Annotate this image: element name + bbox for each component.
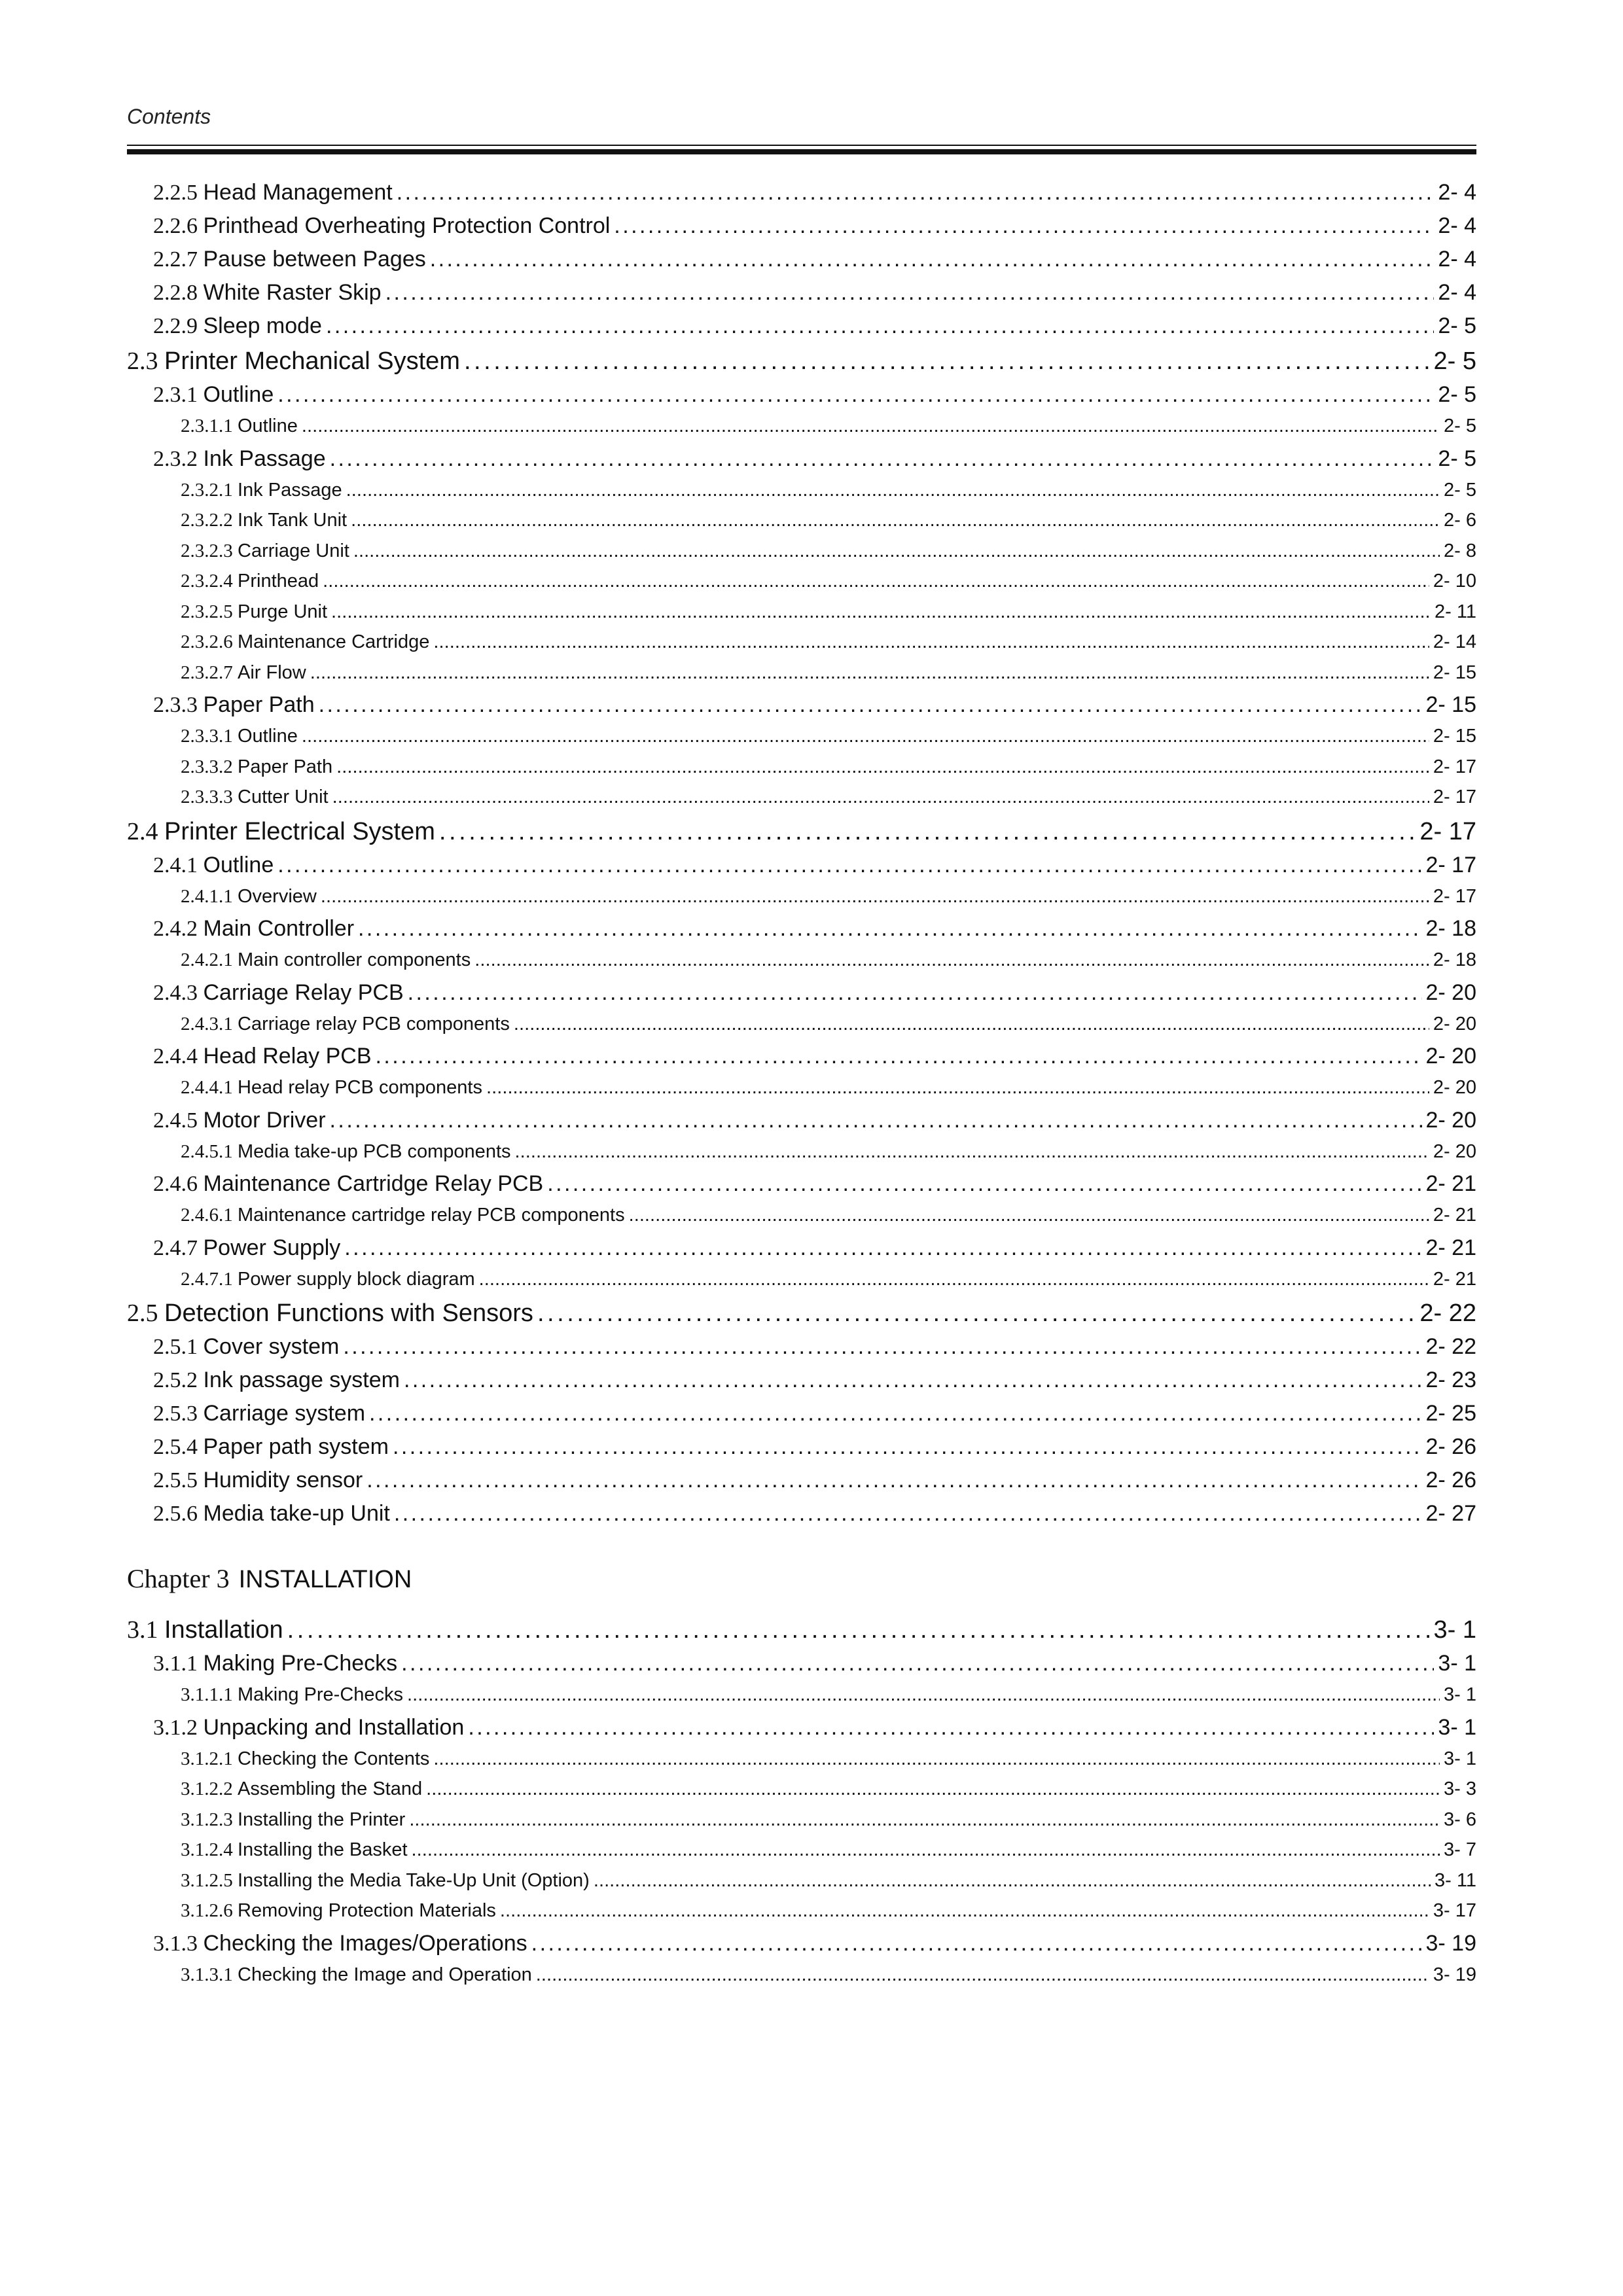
toc-entry-page: 2- 21 — [1425, 1171, 1476, 1196]
toc-entry-page: 2- 22 — [1419, 1299, 1476, 1327]
toc-dot-leader — [433, 1748, 1440, 1770]
toc-dot-leader — [433, 631, 1429, 653]
toc-entry-level-3[interactable] — [127, 540, 1476, 571]
toc-entry-page: 3- 17 — [1433, 1900, 1476, 1921]
toc-entry-number: 3.1.2.2 — [181, 1778, 233, 1799]
toc-entry-page: 2- 5 — [1433, 347, 1476, 375]
toc-entry-number: 2.3.2.4 — [181, 571, 233, 592]
toc-entry-level-1[interactable] — [127, 1299, 1476, 1334]
toc-entry-title: Head Relay PCB — [203, 1044, 372, 1069]
toc-entry-title: Power Supply — [203, 1235, 341, 1260]
toc-dot-leader — [439, 818, 1416, 846]
toc-entry-number: 2.5 — [127, 1299, 158, 1327]
toc-entry-level-3[interactable] — [127, 1809, 1476, 1840]
toc-entry-title: Outline — [238, 415, 298, 436]
toc-entry-number: 2.3.3.1 — [181, 726, 233, 747]
toc-section-chapter-2 — [127, 180, 1476, 1534]
toc-dot-leader — [376, 1044, 1422, 1069]
toc-dot-leader — [407, 1684, 1440, 1706]
toc-entry-level-2[interactable] — [127, 1334, 1476, 1368]
toc-dot-leader — [547, 1171, 1421, 1197]
toc-entry-title: Outline — [203, 382, 274, 407]
toc-entry-title: Paper path system — [203, 1434, 389, 1459]
toc-dot-leader — [385, 280, 1435, 306]
toc-entry-level-3[interactable] — [127, 949, 1476, 980]
toc-entry-level-2[interactable] — [127, 1044, 1476, 1077]
toc-entry-level-3[interactable] — [127, 1205, 1476, 1235]
toc-entry-title: Checking the Contents — [238, 1748, 430, 1769]
toc-entry-page: 2- 4 — [1438, 247, 1476, 272]
toc-entry-title: Installation — [164, 1616, 283, 1644]
toc-entry-number: 2.3.2.3 — [181, 540, 233, 561]
toc-entry-title: Maintenance Cartridge — [238, 631, 430, 652]
toc-entry-page: 2- 20 — [1425, 1044, 1476, 1069]
toc-entry-page: 2- 18 — [1425, 916, 1476, 941]
toc-entry-page: 2- 4 — [1438, 180, 1476, 205]
toc-dot-leader — [464, 347, 1430, 376]
toc-entry-page: 2- 5 — [1438, 382, 1476, 407]
toc-entry-page: 3- 1 — [1444, 1748, 1476, 1769]
toc-entry-page: 3- 19 — [1433, 1964, 1476, 1985]
toc-entry-title: Paper Path — [203, 692, 315, 717]
toc-entry-page: 2- 20 — [1425, 1107, 1476, 1133]
toc-entry-level-2[interactable] — [127, 1931, 1476, 1964]
toc-entry-level-3[interactable] — [127, 886, 1476, 917]
toc-dot-leader — [310, 662, 1429, 684]
toc-entry-number: 2.3.2 — [153, 446, 198, 471]
toc-entry-title: Outline — [203, 852, 274, 877]
toc-entry-page: 2- 17 — [1433, 756, 1476, 777]
toc-entry-title: Printhead — [238, 571, 319, 592]
toc-entry-title: Carriage Relay PCB — [203, 980, 404, 1005]
toc-entry-level-3[interactable] — [127, 662, 1476, 693]
toc-dot-leader — [393, 1434, 1422, 1460]
toc-entry-number: 2.4.7 — [153, 1235, 198, 1260]
toc-entry-number: 2.3.3 — [153, 693, 198, 717]
toc-dot-leader — [330, 446, 1435, 472]
toc-entry-number: 2.3.3.2 — [181, 756, 233, 777]
toc-entry-level-3[interactable] — [127, 1839, 1476, 1870]
toc-entry-number: 2.4.5 — [153, 1108, 198, 1133]
chapter-label: Chapter 3 — [127, 1564, 230, 1593]
toc-entry-page: 2- 8 — [1444, 540, 1476, 561]
toc-entry-number: 2.4.2.1 — [181, 949, 233, 970]
toc-entry-number: 2.5.1 — [153, 1335, 198, 1359]
toc-entry-number: 2.3.2.7 — [181, 662, 233, 683]
toc-entry-page: 2- 21 — [1425, 1235, 1476, 1260]
toc-entry-title: Installing the Basket — [238, 1839, 408, 1860]
toc-entry-number: 2.5.4 — [153, 1435, 198, 1459]
toc-entry-title: Head Management — [203, 180, 393, 205]
toc-entry-page: 2- 26 — [1425, 1434, 1476, 1459]
toc-dot-leader — [594, 1870, 1431, 1892]
toc-entry-title: Printer Electrical System — [164, 817, 435, 845]
toc-entry-page: 2- 17 — [1433, 885, 1476, 907]
toc-entry-page: 2- 10 — [1433, 571, 1476, 592]
toc-entry-title: Cutter Unit — [238, 786, 329, 807]
toc-entry-level-2[interactable] — [127, 980, 1476, 1014]
toc-dot-leader — [537, 1299, 1416, 1328]
toc-entry-number: 2.5.6 — [153, 1502, 198, 1526]
toc-entry-number: 2.3 — [127, 347, 158, 375]
toc-entry-level-3[interactable] — [127, 1778, 1476, 1809]
toc-entry-title: Detection Functions with Sensors — [164, 1299, 533, 1327]
toc-entry-title: Ink Passage — [203, 446, 326, 471]
toc-entry-number: 3.1.2.4 — [181, 1839, 233, 1860]
toc-entry-page: 2- 18 — [1433, 949, 1476, 970]
toc-entry-page: 2- 6 — [1444, 510, 1476, 531]
toc-entry-level-2[interactable] — [127, 382, 1476, 415]
toc-entry-title: Checking the Image and Operation — [238, 1964, 532, 1985]
toc-entry-page: 2- 26 — [1425, 1468, 1476, 1492]
toc-dot-leader — [366, 1468, 1421, 1493]
toc-entry-number: 2.3.1 — [153, 383, 198, 407]
toc-dot-leader — [404, 1368, 1422, 1393]
toc-entry-title: Printhead Overheating Protection Control — [203, 213, 611, 238]
header-rule-thin — [127, 145, 1476, 146]
toc-entry-page: 2- 20 — [1433, 1140, 1476, 1162]
toc-entry-title: Installing the Printer — [238, 1809, 406, 1830]
toc-entry-number: 3.1.3.1 — [181, 1964, 233, 1985]
toc-entry-number: 3.1.2.1 — [181, 1748, 233, 1769]
toc-dot-leader — [323, 571, 1429, 592]
toc-entry-page: 3- 1 — [1433, 1616, 1476, 1644]
chapter-title: INSTALLATION — [238, 1566, 412, 1593]
toc-entry-number: 2.3.2.6 — [181, 631, 233, 652]
toc-entry-title: Media take-up Unit — [203, 1501, 390, 1526]
toc-entry-number: 3.1.1.1 — [181, 1684, 233, 1705]
toc-entry-title: Carriage system — [203, 1401, 366, 1426]
toc-entry-level-3[interactable] — [127, 1684, 1476, 1715]
toc-entry-number: 2.2.5 — [153, 181, 198, 205]
toc-entry-title: Printer Mechanical System — [164, 347, 460, 375]
toc-entry-level-3[interactable] — [127, 1077, 1476, 1108]
toc-dot-leader — [500, 1900, 1429, 1922]
toc-entry-title: Unpacking and Installation — [203, 1714, 465, 1740]
toc-entry-level-1[interactable] — [127, 1616, 1476, 1651]
toc-entry-page: 2- 20 — [1433, 1013, 1476, 1034]
toc-entry-page: 2- 21 — [1433, 1205, 1476, 1226]
toc-dot-leader — [331, 601, 1431, 623]
toc-entry-title: Maintenance cartridge relay PCB components — [238, 1205, 625, 1226]
toc-entry-number: 2.2.7 — [153, 247, 198, 272]
toc-dot-leader — [346, 480, 1440, 501]
toc-entry-page: 2- 21 — [1433, 1268, 1476, 1290]
toc-entry-title: White Raster Skip — [203, 280, 382, 305]
toc-entry-title: Ink Passage — [238, 479, 342, 501]
toc-entry-level-3[interactable] — [127, 726, 1476, 756]
toc-dot-leader — [277, 382, 1434, 408]
toc-entry-page: 2- 25 — [1425, 1401, 1476, 1426]
toc-dot-leader — [426, 1778, 1440, 1800]
toc-entry-page: 2- 27 — [1425, 1501, 1476, 1526]
toc-entry-page: 2- 15 — [1433, 662, 1476, 683]
toc-dot-leader — [302, 726, 1429, 747]
toc-entry-number: 2.2.9 — [153, 314, 198, 338]
table-of-contents — [127, 180, 1476, 1994]
toc-entry-number: 3.1.2.5 — [181, 1869, 233, 1891]
toc-entry-level-2[interactable] — [127, 180, 1476, 213]
toc-entry-level-2[interactable] — [127, 1401, 1476, 1434]
toc-entry-level-3[interactable] — [127, 1748, 1476, 1779]
toc-entry-level-3[interactable] — [127, 1964, 1476, 1995]
toc-entry-level-3[interactable] — [127, 415, 1476, 446]
toc-dot-leader — [330, 1108, 1422, 1133]
toc-dot-leader — [629, 1205, 1429, 1226]
toc-entry-number: 2.4.5.1 — [181, 1140, 233, 1162]
toc-entry-title: Ink passage system — [203, 1368, 400, 1392]
toc-entry-page: 2- 5 — [1438, 446, 1476, 471]
toc-entry-number: 2.3.2.1 — [181, 479, 233, 501]
chapter-heading — [127, 1563, 1476, 1616]
toc-entry-number: 2.4.6.1 — [181, 1205, 233, 1226]
toc-entry-page: 2- 5 — [1444, 479, 1476, 501]
toc-entry-page: 2- 14 — [1433, 631, 1476, 652]
toc-entry-number: 2.3.2.2 — [181, 510, 233, 531]
toc-entry-number: 3.1.2.3 — [181, 1809, 233, 1830]
toc-entry-title: Carriage relay PCB components — [238, 1013, 510, 1034]
toc-entry-title: Removing Protection Materials — [238, 1900, 496, 1921]
toc-entry-page: 2- 17 — [1419, 817, 1476, 845]
toc-entry-page: 2- 15 — [1433, 726, 1476, 747]
toc-dot-leader — [358, 916, 1421, 942]
toc-entry-number: 2.4.2 — [153, 917, 198, 941]
toc-dot-leader — [409, 1809, 1440, 1831]
toc-dot-leader — [336, 756, 1429, 778]
toc-entry-level-1[interactable] — [127, 347, 1476, 382]
toc-dot-leader — [515, 1141, 1429, 1163]
toc-entry-number: 2.2.6 — [153, 214, 198, 238]
toc-entry-page: 3- 1 — [1444, 1684, 1476, 1705]
toc-entry-number: 2.4.3.1 — [181, 1013, 233, 1034]
toc-entry-page: 2- 17 — [1425, 852, 1476, 877]
toc-entry-page: 3- 7 — [1444, 1839, 1476, 1860]
toc-entry-page: 3- 19 — [1425, 1930, 1476, 1956]
toc-entry-number: 3.1 — [127, 1616, 158, 1644]
toc-entry-title: Maintenance Cartridge Relay PCB — [203, 1171, 544, 1196]
toc-entry-level-3[interactable] — [127, 601, 1476, 632]
toc-dot-leader — [514, 1014, 1429, 1035]
toc-entry-number: 2.4.4.1 — [181, 1077, 233, 1098]
toc-entry-page: 3- 1 — [1438, 1651, 1476, 1676]
toc-entry-title: Sleep mode — [203, 313, 322, 338]
toc-entry-title: Main controller components — [238, 949, 471, 970]
toc-dot-leader — [353, 540, 1440, 562]
toc-entry-level-2[interactable] — [127, 1651, 1476, 1684]
toc-entry-level-2[interactable] — [127, 313, 1476, 347]
toc-dot-leader — [326, 313, 1434, 339]
toc-entry-number: 2.5.5 — [153, 1468, 198, 1492]
toc-entry-title: Overview — [238, 885, 317, 907]
toc-entry-page: 2- 22 — [1425, 1334, 1476, 1359]
toc-entry-number: 2.3.1.1 — [181, 415, 233, 436]
toc-dot-leader — [479, 1269, 1429, 1290]
toc-entry-number: 2.5.3 — [153, 1402, 198, 1426]
toc-entry-title: Checking the Images/Operations — [203, 1930, 527, 1956]
toc-entry-number: 2.4.7.1 — [181, 1268, 233, 1290]
toc-entry-level-2[interactable] — [127, 916, 1476, 949]
toc-entry-level-2[interactable] — [127, 1368, 1476, 1401]
toc-dot-leader — [531, 1931, 1422, 1956]
toc-dot-leader — [486, 1077, 1429, 1099]
toc-section-chapter-3 — [127, 1616, 1476, 1994]
toc-entry-level-2[interactable] — [127, 1434, 1476, 1468]
toc-entry-level-2[interactable] — [127, 1501, 1476, 1534]
toc-entry-number: 2.3.3.3 — [181, 786, 233, 807]
toc-dot-leader — [536, 1964, 1429, 1986]
toc-entry-title: Motor Driver — [203, 1107, 326, 1133]
toc-entry-level-2[interactable] — [127, 692, 1476, 726]
toc-dot-leader — [412, 1839, 1440, 1861]
toc-dot-leader — [468, 1715, 1434, 1740]
toc-dot-leader — [277, 853, 1421, 878]
toc-dot-leader — [321, 886, 1429, 908]
toc-entry-page: 2- 23 — [1425, 1368, 1476, 1392]
toc-dot-leader — [369, 1401, 1421, 1426]
toc-entry-page: 2- 20 — [1425, 980, 1476, 1005]
toc-entry-level-2[interactable] — [127, 1171, 1476, 1205]
toc-entry-title: Making Pre-Checks — [238, 1684, 404, 1705]
toc-entry-page: 3- 11 — [1435, 1869, 1476, 1891]
toc-entry-number: 2.4.6 — [153, 1172, 198, 1196]
header-rule-thick — [127, 149, 1476, 154]
toc-entry-number: 3.1.3 — [153, 1931, 198, 1956]
toc-entry-level-2[interactable] — [127, 1468, 1476, 1501]
toc-entry-level-2[interactable] — [127, 1715, 1476, 1748]
toc-dot-leader — [394, 1501, 1422, 1527]
toc-dot-leader — [343, 1334, 1421, 1360]
toc-entry-title: Making Pre-Checks — [203, 1651, 398, 1676]
toc-entry-level-2[interactable] — [127, 280, 1476, 313]
toc-dot-leader — [474, 949, 1429, 971]
toc-entry-title: Paper Path — [238, 756, 333, 777]
toc-entry-level-2[interactable] — [127, 213, 1476, 247]
toc-dot-leader — [344, 1235, 1421, 1261]
toc-entry-page: 3- 1 — [1438, 1714, 1476, 1740]
toc-entry-page: 2- 4 — [1438, 213, 1476, 238]
toc-dot-leader — [287, 1616, 1430, 1644]
toc-entry-level-2[interactable] — [127, 446, 1476, 480]
toc-dot-leader — [401, 1651, 1434, 1676]
toc-entry-number: 2.3.2.5 — [181, 601, 233, 622]
toc-entry-number: 2.4 — [127, 817, 158, 845]
toc-entry-title: Head relay PCB components — [238, 1077, 482, 1098]
toc-entry-title: Pause between Pages — [203, 247, 426, 272]
toc-entry-level-3[interactable] — [127, 1014, 1476, 1044]
toc-entry-number: 2.4.1.1 — [181, 885, 233, 907]
toc-entry-title: Media take-up PCB components — [238, 1140, 511, 1162]
page-header-title: Contents — [127, 105, 211, 128]
toc-entry-number: 3.1.2.6 — [181, 1900, 233, 1921]
toc-entry-level-3[interactable] — [127, 1900, 1476, 1931]
toc-entry-page: 2- 17 — [1433, 786, 1476, 807]
toc-entry-number: 2.4.4 — [153, 1044, 198, 1069]
toc-entry-number: 3.1.1 — [153, 1651, 198, 1676]
toc-entry-title: Purge Unit — [238, 601, 328, 622]
toc-entry-page: 2- 20 — [1433, 1077, 1476, 1098]
toc-entry-level-3[interactable] — [127, 756, 1476, 787]
toc-dot-leader — [351, 510, 1440, 531]
toc-entry-page: 3- 3 — [1444, 1778, 1476, 1799]
toc-entry-title: Humidity sensor — [203, 1468, 363, 1492]
toc-entry-level-2[interactable] — [127, 1235, 1476, 1269]
toc-dot-leader — [614, 213, 1434, 239]
toc-entry-title: Ink Tank Unit — [238, 510, 348, 531]
toc-dot-leader — [302, 415, 1440, 437]
toc-entry-level-3[interactable] — [127, 480, 1476, 510]
toc-entry-title: Air Flow — [238, 662, 306, 683]
toc-entry-level-3[interactable] — [127, 786, 1476, 817]
toc-dot-leader — [397, 180, 1435, 205]
toc-entry-title: Carriage Unit — [238, 540, 349, 561]
toc-entry-level-2[interactable] — [127, 1108, 1476, 1141]
toc-dot-leader — [319, 692, 1422, 718]
toc-entry-title: Cover system — [203, 1334, 340, 1359]
toc-entry-number: 2.2.8 — [153, 281, 198, 305]
toc-entry-number: 3.1.2 — [153, 1715, 198, 1740]
toc-entry-title: Main Controller — [203, 916, 355, 941]
toc-entry-level-3[interactable] — [127, 1870, 1476, 1901]
toc-entry-level-3[interactable] — [127, 571, 1476, 601]
toc-dot-leader — [332, 786, 1429, 808]
toc-entry-level-3[interactable] — [127, 510, 1476, 540]
toc-dot-leader — [430, 247, 1435, 272]
toc-entry-level-3[interactable] — [127, 1141, 1476, 1172]
toc-entry-title: Outline — [238, 726, 298, 747]
toc-entry-number: 2.5.2 — [153, 1368, 198, 1392]
toc-entry-title: Power supply block diagram — [238, 1268, 475, 1290]
toc-entry-page: 3- 6 — [1444, 1809, 1476, 1830]
toc-entry-page: 2- 5 — [1438, 313, 1476, 338]
toc-entry-page: 2- 15 — [1425, 692, 1476, 717]
toc-entry-title: Assembling the Stand — [238, 1778, 423, 1799]
toc-entry-level-2[interactable] — [127, 247, 1476, 280]
toc-entry-page: 2- 11 — [1435, 601, 1476, 622]
toc-dot-leader — [408, 980, 1422, 1006]
toc-entry-number: 2.4.1 — [153, 853, 198, 877]
toc-entry-level-2[interactable] — [127, 853, 1476, 886]
toc-entry-level-1[interactable] — [127, 817, 1476, 853]
toc-entry-page: 2- 4 — [1438, 280, 1476, 305]
toc-entry-level-3[interactable] — [127, 1269, 1476, 1299]
toc-entry-title: Installing the Media Take-Up Unit (Option) — [238, 1869, 590, 1891]
toc-entry-number: 2.4.3 — [153, 980, 198, 1005]
toc-entry-level-3[interactable] — [127, 631, 1476, 662]
toc-entry-page: 2- 5 — [1444, 415, 1476, 436]
